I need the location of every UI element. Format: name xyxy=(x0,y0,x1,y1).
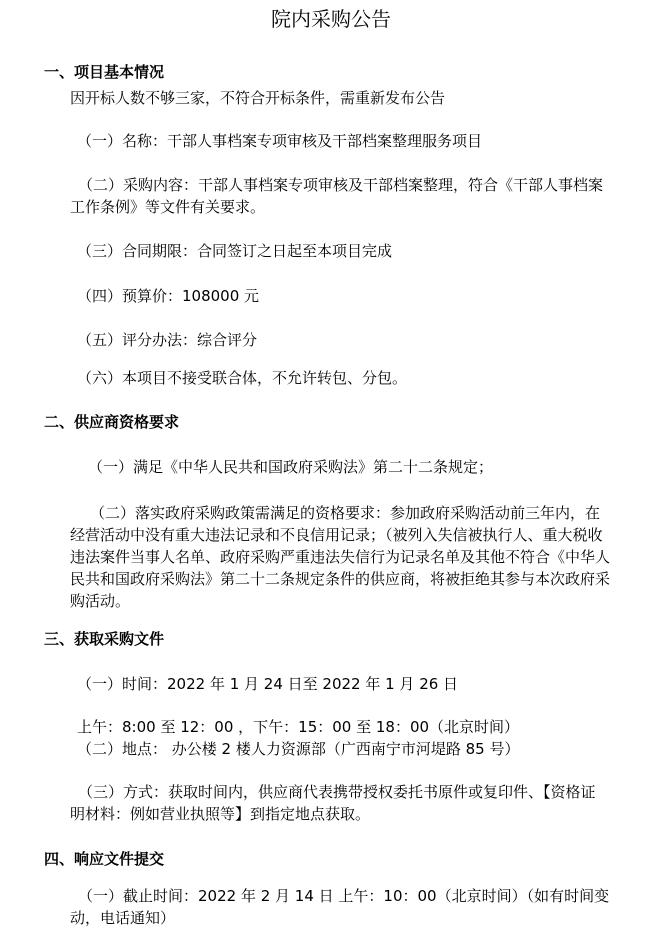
qualification-law-text: （一）满足《中华人民共和国政府采购法》第二十二条规定； xyxy=(88,458,494,476)
qualification-policy-text: （二）落实政府采购政策需满足的资格要求：参加政府采购活动前三年内，在经营活动中没有重大违法记录和不良信用记录；（被列入失信被执行人、重大税收违法案件当事人名单、政府采购严重违法失信行为记录名单及其他不符合《中华人民共和国政府采购法》第二十二条规定条件的供应商，将被拒绝其参与本次政府采购活动。 xyxy=(70,504,611,610)
item-budget-text: （四）预算价：108000 元 xyxy=(77,287,260,305)
item-contract-period-text: （三）合同期限：合同签订之日起至本项目完成 xyxy=(77,242,393,260)
item-content-text: （二）采购内容：干部人事档案专项审核及干部档案整理，符合《干部人事档案工作条例》等文件有关要求。 xyxy=(70,176,604,216)
page-title: 院内采购公告 xyxy=(271,7,391,31)
section-heading-project-info: 一、项目基本情况 xyxy=(44,63,165,81)
obtain-time-text: （一）时间：2022 年 1 月 24 日至 2022 年 1 月 26 日 xyxy=(77,675,459,693)
obtain-method-text: （三）方式：获取时间内，供应商代表携带授权委托书原件或复印件、【资格证明材料：例如营业执照等】到指定地点获取。 xyxy=(70,783,596,823)
section-heading-obtain-documents: 三、获取采购文件 xyxy=(44,630,165,648)
obtain-hours-text: 上午：8:00 至 12：00 ，下午：15：00 至 18：00（北京时间） xyxy=(77,718,520,736)
obtain-location-text: （二）地点： 办公楼 2 楼人力资源部（广西南宁市河堤路 85 号） xyxy=(77,740,520,758)
item-scoring-text: （五）评分办法：综合评分 xyxy=(77,331,258,349)
item-name-text: （一）名称：干部人事档案专项审核及干部档案整理服务项目 xyxy=(77,132,483,150)
section-heading-submission: 四、响应文件提交 xyxy=(44,850,165,868)
submission-deadline-text: （一）截止时间：2022 年 2 月 14 日 上午：10：00（北京时间）（如有时间变动，电话通知） xyxy=(70,887,610,927)
notice-reissue-text: 因开标人数不够三家，不符合开标条件，需重新发布公告 xyxy=(70,89,446,107)
section-heading-qualification: 二、供应商资格要求 xyxy=(44,413,180,431)
item-no-consortium-text: （六）本项目不接受联合体，不允许转包、分包。 xyxy=(77,369,408,387)
